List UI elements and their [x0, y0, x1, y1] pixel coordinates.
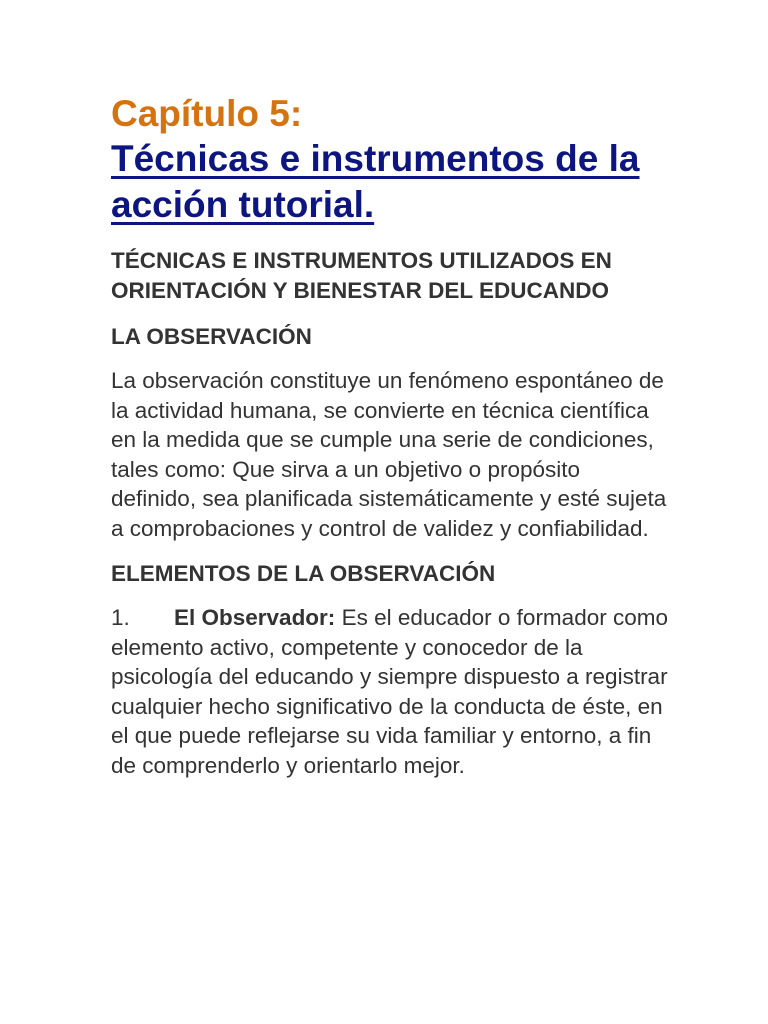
chapter-heading	[111, 92, 751, 228]
list-item-number: 1.	[111, 605, 130, 630]
document-page	[111, 92, 751, 780]
elements-heading: ELEMENTOS DE LA OBSERVACIÓN	[111, 561, 496, 586]
observation-paragraph: La observación constituye un fenómeno espontáneo de la actividad humana, se convierte en técnica científica en la medida que se cumple una serie de condiciones, tales como: Que sirva a un objetivo o propósito definido, sea planificada sistemáticamente y esté sujeta a comprobaciones y control de validez y confiabilidad.	[111, 368, 667, 541]
chapter-title: Técnicas e instrumentos de la acción tutorial.	[111, 138, 640, 225]
list-item	[111, 603, 671, 780]
observation-heading: LA OBSERVACIÓN	[111, 324, 312, 349]
chapter-label: Capítulo 5:	[111, 93, 303, 134]
list-item-term: El Observador:	[174, 605, 336, 630]
list-item-text: Es el educador o formador como elemento activo, competente y conocedor de la psicología del educando y siempre dispuesto a registrar cualquier hecho significativo de la conducta de éste, en el que puede reflejarse su vida familiar y entorno, a fin de comprenderlo y orientarlo mejor.	[111, 605, 668, 778]
main-section-heading: TÉCNICAS E INSTRUMENTOS UTILIZADOS EN ORIENTACIÓN Y BIENESTAR DEL EDUCANDO	[111, 248, 612, 303]
